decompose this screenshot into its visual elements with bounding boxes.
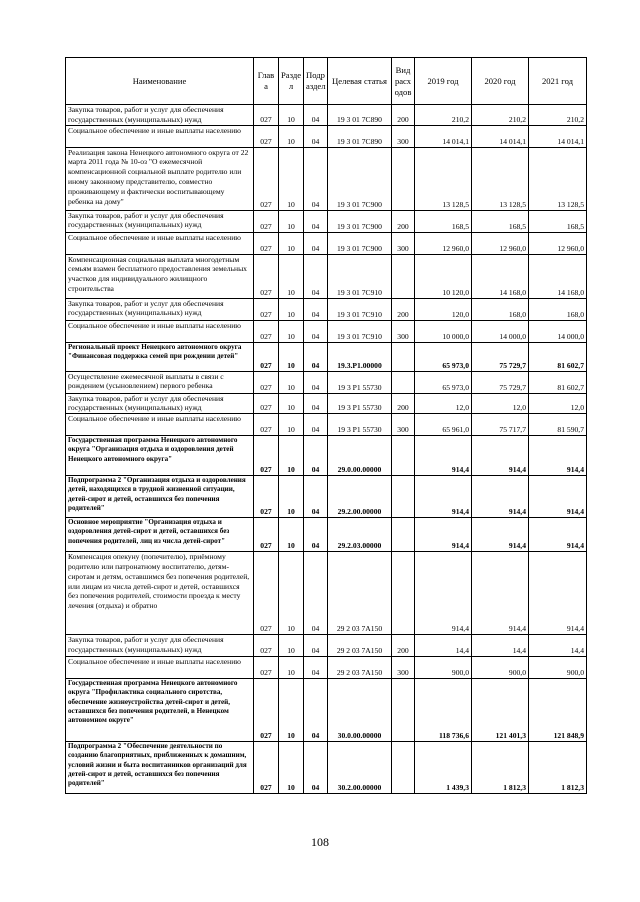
- row-amount-2020: 914,4: [472, 552, 529, 635]
- row-amount-2019: 10 000,0: [415, 320, 472, 342]
- header-podrazdel: Подр аздел: [304, 58, 328, 105]
- row-amount-2019: 12 960,0: [415, 232, 472, 254]
- row-amount-2021: 12 960,0: [529, 232, 587, 254]
- row-amount-2020: 14 168,0: [472, 254, 529, 298]
- row-podrazdel: 04: [304, 210, 328, 232]
- row-podrazdel: 04: [304, 298, 328, 320]
- row-name: Реализация закона Ненецкого автономного округа от 22 марта 2011 года № 10-оз "О ежемесячной компенсационной социальной выплате родителю или иному законному представителю, совместно проживающему и фактически воспитывающему ребенка на дому": [66, 147, 254, 210]
- row-expense-type: [392, 436, 415, 476]
- row-amount-2020: 168,0: [472, 298, 529, 320]
- row-amount-2019: 120,0: [415, 298, 472, 320]
- row-razdel: 10: [279, 635, 304, 657]
- row-amount-2019: 168,5: [415, 210, 472, 232]
- row-glava: 027: [254, 679, 279, 742]
- row-amount-2021: 914,4: [529, 476, 587, 518]
- row-amount-2021: 14 000,0: [529, 320, 587, 342]
- row-expense-type: 200: [392, 105, 415, 126]
- row-name: Государственная программа Ненецкого автономного округа "Организация отдыха и оздоровления детей Ненецкого автономного округа": [66, 436, 254, 476]
- row-name: Осуществление ежемесячной выплаты в связи с рождением (усыновлением) первого ребенка: [66, 371, 254, 393]
- row-expense-type: 200: [392, 210, 415, 232]
- row-expense-type: [392, 742, 415, 794]
- row-target-article: 19 3 01 7С900: [328, 210, 392, 232]
- row-glava: 027: [254, 105, 279, 126]
- table-row: [66, 147, 587, 210]
- table-row: [66, 125, 587, 147]
- row-glava: 027: [254, 371, 279, 393]
- row-amount-2019: 65 961,0: [415, 414, 472, 436]
- row-amount-2020: 914,4: [472, 436, 529, 476]
- row-target-article: 29.2.00.00000: [328, 476, 392, 518]
- row-glava: 027: [254, 414, 279, 436]
- table-body: [66, 105, 587, 794]
- row-glava: 027: [254, 147, 279, 210]
- row-amount-2019: 914,4: [415, 552, 472, 635]
- table-row: [66, 679, 587, 742]
- row-name: Социальное обеспечение и иные выплаты населению: [66, 232, 254, 254]
- row-podrazdel: 04: [304, 147, 328, 210]
- row-target-article: 19 3 01 7С910: [328, 254, 392, 298]
- row-razdel: 10: [279, 298, 304, 320]
- row-target-article: 19 3 01 7С890: [328, 105, 392, 126]
- header-2020: 2020 год: [472, 58, 529, 105]
- page-number: 108: [311, 835, 329, 849]
- row-amount-2021: 12,0: [529, 393, 587, 414]
- row-amount-2021: 168,5: [529, 210, 587, 232]
- row-target-article: 29.2.03.00000: [328, 518, 392, 552]
- row-amount-2020: 14 014,1: [472, 125, 529, 147]
- row-name: Подпрограмма 2 "Организация отдыха и оздоровления детей, находящихся в трудной жизненной ситуации, детей-сирот и детей, оставшихся без попечения родителей": [66, 476, 254, 518]
- table-row: [66, 436, 587, 476]
- row-amount-2019: 914,4: [415, 436, 472, 476]
- row-razdel: 10: [279, 254, 304, 298]
- row-glava: 027: [254, 210, 279, 232]
- table-row: [66, 254, 587, 298]
- table-row: [66, 414, 587, 436]
- row-razdel: 10: [279, 371, 304, 393]
- table-row: [66, 371, 587, 393]
- row-amount-2019: 10 120,0: [415, 254, 472, 298]
- row-amount-2019: 14,4: [415, 635, 472, 657]
- row-name: Социальное обеспечение и иные выплаты населению: [66, 320, 254, 342]
- row-target-article: 19 3 Р1 55730: [328, 393, 392, 414]
- row-glava: 027: [254, 298, 279, 320]
- row-expense-type: 300: [392, 232, 415, 254]
- row-razdel: 10: [279, 210, 304, 232]
- row-amount-2019: 118 736,6: [415, 679, 472, 742]
- row-amount-2021: 168,0: [529, 298, 587, 320]
- row-razdel: 10: [279, 552, 304, 635]
- table-row: [66, 552, 587, 635]
- table-row: [66, 342, 587, 371]
- row-target-article: 19 3 01 7С900: [328, 232, 392, 254]
- row-expense-type: 300: [392, 125, 415, 147]
- row-target-article: 29 2 03 7А150: [328, 552, 392, 635]
- table-row: [66, 742, 587, 794]
- row-amount-2021: 914,4: [529, 552, 587, 635]
- row-amount-2021: 13 128,5: [529, 147, 587, 210]
- header-glava: Глав а: [254, 58, 279, 105]
- row-amount-2019: 914,4: [415, 518, 472, 552]
- row-name: Социальное обеспечение и иные выплаты населению: [66, 657, 254, 679]
- header-2021: 2021 год: [529, 58, 587, 105]
- row-amount-2019: 65 973,0: [415, 342, 472, 371]
- row-razdel: 10: [279, 342, 304, 371]
- row-podrazdel: 04: [304, 125, 328, 147]
- row-amount-2020: 14,4: [472, 635, 529, 657]
- row-target-article: 29 2 03 7А150: [328, 657, 392, 679]
- row-amount-2020: 14 000,0: [472, 320, 529, 342]
- row-podrazdel: 04: [304, 105, 328, 126]
- header-expense-type: Вид расх одов: [392, 58, 415, 105]
- row-expense-type: 300: [392, 320, 415, 342]
- row-podrazdel: 04: [304, 635, 328, 657]
- table-row: [66, 105, 587, 126]
- header-target-article: Целевая статья: [328, 58, 392, 105]
- row-name: Основное мероприятие "Организация отдыха и оздоровления детей-сирот и детей, оставшихся без попечения родителей, лиц из числа детей-сирот": [66, 518, 254, 552]
- row-amount-2020: 914,4: [472, 518, 529, 552]
- row-amount-2020: 12,0: [472, 393, 529, 414]
- row-name: Закупка товаров, работ и услуг для обеспечения государственных (муниципальных) нужд: [66, 210, 254, 232]
- row-razdel: 10: [279, 436, 304, 476]
- row-expense-type: 300: [392, 414, 415, 436]
- row-amount-2021: 914,4: [529, 518, 587, 552]
- row-amount-2019: 210,2: [415, 105, 472, 126]
- budget-table: [65, 57, 587, 794]
- row-podrazdel: 04: [304, 371, 328, 393]
- row-expense-type: 300: [392, 657, 415, 679]
- row-name: Подпрограмма 2 "Обеспечение деятельности по созданию благоприятных, приближенных к домашним, условий жизни и быта воспитанников организаций для детей-сирот и детей, оставшихся без попечения родителей": [66, 742, 254, 794]
- row-glava: 027: [254, 320, 279, 342]
- row-expense-type: [392, 476, 415, 518]
- row-podrazdel: 04: [304, 657, 328, 679]
- row-amount-2021: 914,4: [529, 436, 587, 476]
- row-podrazdel: 04: [304, 414, 328, 436]
- row-razdel: 10: [279, 414, 304, 436]
- row-name: Закупка товаров, работ и услуг для обеспечения государственных (муниципальных) нужд: [66, 298, 254, 320]
- row-name: Закупка товаров, работ и услуг для обеспечения государственных (муниципальных) нужд: [66, 393, 254, 414]
- row-target-article: 19 3 Р1 55730: [328, 371, 392, 393]
- row-name: Компенсация опекуну (попечителю), приёмному родителю или патронатному воспитателю, детям-сиротам и детям, оставшимся без попечения родителей, или лицам из числа детей-сирот и детей, оставшихся без попечения родителей, стоимости проезда к месту лечения (отдыха) и обратно: [66, 552, 254, 635]
- row-razdel: 10: [279, 147, 304, 210]
- row-glava: 027: [254, 232, 279, 254]
- row-podrazdel: 04: [304, 742, 328, 794]
- row-amount-2021: 81 602,7: [529, 371, 587, 393]
- table-row: [66, 476, 587, 518]
- row-amount-2021: 210,2: [529, 105, 587, 126]
- row-podrazdel: 04: [304, 436, 328, 476]
- header-name: Наименование: [66, 58, 254, 105]
- table-row: [66, 210, 587, 232]
- row-glava: 027: [254, 436, 279, 476]
- row-expense-type: [392, 518, 415, 552]
- row-amount-2021: 81 602,7: [529, 342, 587, 371]
- row-glava: 027: [254, 657, 279, 679]
- row-amount-2021: 14 168,0: [529, 254, 587, 298]
- table-row: [66, 298, 587, 320]
- row-name: Социальное обеспечение и иные выплаты населению: [66, 414, 254, 436]
- row-glava: 027: [254, 254, 279, 298]
- row-podrazdel: 04: [304, 232, 328, 254]
- row-amount-2019: 14 014,1: [415, 125, 472, 147]
- table-row: [66, 320, 587, 342]
- row-razdel: 10: [279, 320, 304, 342]
- row-amount-2020: 121 401,3: [472, 679, 529, 742]
- row-podrazdel: 04: [304, 342, 328, 371]
- row-target-article: 19 3 Р1 55730: [328, 414, 392, 436]
- row-expense-type: 200: [392, 298, 415, 320]
- row-razdel: 10: [279, 742, 304, 794]
- row-amount-2019: 914,4: [415, 476, 472, 518]
- table-header-row: [66, 58, 587, 105]
- table-row: [66, 393, 587, 414]
- row-podrazdel: 04: [304, 518, 328, 552]
- row-expense-type: [392, 552, 415, 635]
- row-podrazdel: 04: [304, 679, 328, 742]
- row-amount-2021: 14 014,1: [529, 125, 587, 147]
- row-target-article: 30.0.00.00000: [328, 679, 392, 742]
- row-glava: 027: [254, 393, 279, 414]
- row-glava: 027: [254, 742, 279, 794]
- row-target-article: 19 3 01 7С900: [328, 147, 392, 210]
- row-razdel: 10: [279, 518, 304, 552]
- row-podrazdel: 04: [304, 552, 328, 635]
- row-glava: 027: [254, 635, 279, 657]
- row-amount-2020: 900,0: [472, 657, 529, 679]
- row-amount-2020: 75 729,7: [472, 342, 529, 371]
- table-row: [66, 635, 587, 657]
- row-expense-type: 200: [392, 393, 415, 414]
- row-amount-2020: 75 729,7: [472, 371, 529, 393]
- row-name: Региональный проект Ненецкого автономного округа "Финансовая поддержка семей при рождении детей": [66, 342, 254, 371]
- row-amount-2019: 12,0: [415, 393, 472, 414]
- row-amount-2021: 14,4: [529, 635, 587, 657]
- row-amount-2020: 75 717,7: [472, 414, 529, 436]
- row-name: Компенсационная социальная выплата многодетным семьям взамен бесплатного предоставления земельных участков для индивидуального жилищного строительства: [66, 254, 254, 298]
- row-target-article: 29.0.00.00000: [328, 436, 392, 476]
- row-podrazdel: 04: [304, 320, 328, 342]
- row-name: Государственная программа Ненецкого автономного округа "Профилактика социального сиротства, обеспечение жизнеустройства детей-сирот и детей, оставшихся без попечения родителей, в Ненецком автономном округе": [66, 679, 254, 742]
- row-name: Закупка товаров, работ и услуг для обеспечения государственных (муниципальных) нужд: [66, 635, 254, 657]
- row-amount-2019: 13 128,5: [415, 147, 472, 210]
- row-amount-2020: 168,5: [472, 210, 529, 232]
- table-row: [66, 518, 587, 552]
- row-razdel: 10: [279, 125, 304, 147]
- row-razdel: 10: [279, 657, 304, 679]
- row-amount-2021: 1 812,3: [529, 742, 587, 794]
- row-glava: 027: [254, 518, 279, 552]
- row-expense-type: 200: [392, 635, 415, 657]
- row-amount-2020: 12 960,0: [472, 232, 529, 254]
- row-glava: 027: [254, 125, 279, 147]
- row-podrazdel: 04: [304, 476, 328, 518]
- row-target-article: 19 3 01 7С910: [328, 298, 392, 320]
- row-amount-2021: 900,0: [529, 657, 587, 679]
- row-razdel: 10: [279, 105, 304, 126]
- row-razdel: 10: [279, 393, 304, 414]
- row-target-article: 19 3 01 7С890: [328, 125, 392, 147]
- table-row: [66, 232, 587, 254]
- row-target-article: 19.3.Р1.00000: [328, 342, 392, 371]
- row-amount-2020: 210,2: [472, 105, 529, 126]
- row-podrazdel: 04: [304, 393, 328, 414]
- row-amount-2019: 1 439,3: [415, 742, 472, 794]
- row-expense-type: [392, 679, 415, 742]
- row-target-article: 29 2 03 7А150: [328, 635, 392, 657]
- row-podrazdel: 04: [304, 254, 328, 298]
- header-razdel: Разде л: [279, 58, 304, 105]
- row-amount-2020: 13 128,5: [472, 147, 529, 210]
- row-expense-type: [392, 342, 415, 371]
- row-target-article: 19 3 01 7С910: [328, 320, 392, 342]
- row-razdel: 10: [279, 232, 304, 254]
- row-razdel: 10: [279, 679, 304, 742]
- table-row: [66, 657, 587, 679]
- row-target-article: 30.2.00.00000: [328, 742, 392, 794]
- header-2019: 2019 год: [415, 58, 472, 105]
- row-name: Закупка товаров, работ и услуг для обеспечения государственных (муниципальных) нужд: [66, 105, 254, 126]
- row-glava: 027: [254, 552, 279, 635]
- row-name: Социальное обеспечение и иные выплаты населению: [66, 125, 254, 147]
- row-expense-type: [392, 254, 415, 298]
- row-razdel: 10: [279, 476, 304, 518]
- row-amount-2020: 1 812,3: [472, 742, 529, 794]
- row-expense-type: [392, 371, 415, 393]
- row-amount-2021: 81 590,7: [529, 414, 587, 436]
- row-glava: 027: [254, 342, 279, 371]
- row-amount-2021: 121 848,9: [529, 679, 587, 742]
- row-glava: 027: [254, 476, 279, 518]
- row-expense-type: [392, 147, 415, 210]
- row-amount-2020: 914,4: [472, 476, 529, 518]
- row-amount-2019: 65 973,0: [415, 371, 472, 393]
- row-amount-2019: 900,0: [415, 657, 472, 679]
